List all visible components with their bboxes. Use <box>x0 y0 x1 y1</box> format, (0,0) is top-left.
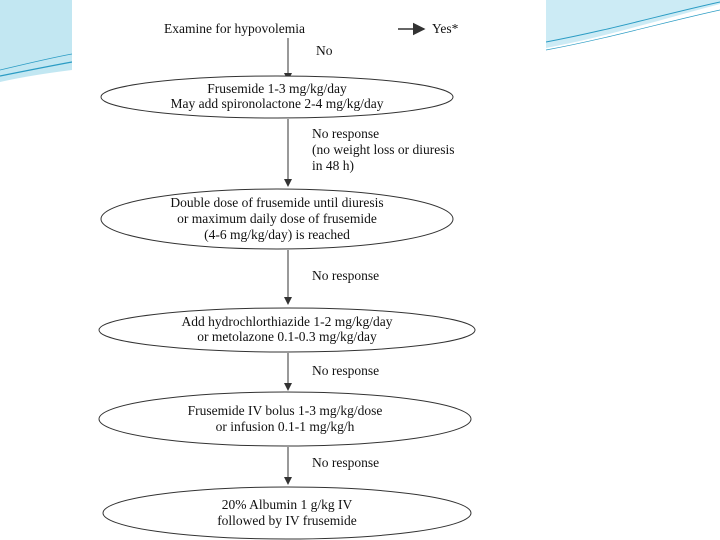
step-line: Frusemide IV bolus 1-3 mg/kg/dose <box>187 403 383 418</box>
step-line: May add spironolactone 2-4 mg/kg/day <box>170 96 384 111</box>
step-node <box>99 392 471 446</box>
step-line: Frusemide 1-3 mg/kg/day <box>207 81 347 96</box>
step-line: or metolazone 0.1-0.3 mg/kg/day <box>197 329 377 344</box>
transition-line: No response <box>312 126 380 141</box>
no-label: No <box>316 43 333 58</box>
step-node <box>101 76 453 118</box>
transition-line: No response <box>312 363 380 378</box>
step-line: Double dose of frusemide until diuresis <box>170 195 384 210</box>
background-swoosh-right <box>546 0 720 48</box>
step-node <box>99 308 475 352</box>
transition-line: in 48 h) <box>312 158 354 173</box>
flowchart <box>72 4 546 540</box>
transition-line: No response <box>312 455 380 470</box>
step-node <box>101 189 453 249</box>
step-line: (4-6 mg/kg/day) is reached <box>204 227 350 242</box>
step-line: Add hydrochlorthiazide 1-2 mg/kg/day <box>181 314 393 329</box>
step-line: or maximum daily dose of frusemide <box>177 211 377 226</box>
transition-line: (no weight loss or diuresis <box>312 142 455 157</box>
step-line: followed by IV frusemide <box>217 513 357 528</box>
yes-label: Yes* <box>432 21 459 36</box>
step-line: 20% Albumin 1 g/kg IV <box>221 497 353 512</box>
flowchart-panel <box>72 4 546 540</box>
step-line: or infusion 0.1-1 mg/kg/h <box>215 419 355 434</box>
start-label: Examine for hypovolemia <box>164 21 305 36</box>
background-swoosh <box>0 0 72 82</box>
step-node <box>103 487 471 539</box>
transition-line: No response <box>312 268 380 283</box>
